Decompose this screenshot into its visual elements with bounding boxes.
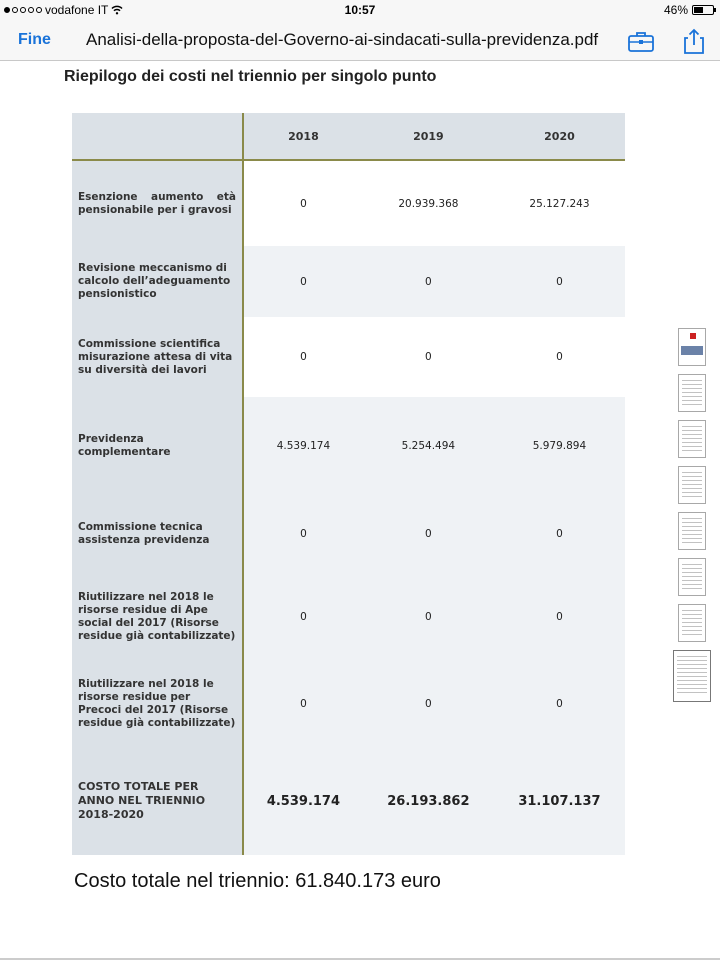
cell-value: 0 <box>243 660 363 747</box>
cell-value: 0 <box>363 246 494 317</box>
table-header-year: 2018 <box>243 113 363 160</box>
table-row <box>72 317 625 397</box>
row-label: Riutilizzare nel 2018 le risorse residue di Ape social del 2017 (Risorse residue già contabilizzate) <box>72 573 243 660</box>
row-label: Riutilizzare nel 2018 le risorse residue per Precoci del 2017 (Risorse residue già contabilizzate) <box>72 660 243 747</box>
cell-value: 25.127.243 <box>494 160 625 246</box>
row-label: Commissione scientifica misurazione attesa di vita su diversità dei lavori <box>72 317 243 397</box>
cell-value: 0 <box>494 495 625 573</box>
grand-total-text: Costo totale nel triennio: 61.840.173 euro <box>74 870 441 892</box>
total-value: 31.107.137 <box>494 747 625 855</box>
table-row <box>72 246 625 317</box>
page-thumbnail[interactable] <box>678 604 706 642</box>
cell-value: 0 <box>494 573 625 660</box>
cell-value: 5.254.494 <box>363 397 494 495</box>
page-thumbnail[interactable] <box>678 466 706 504</box>
cell-value: 0 <box>363 573 494 660</box>
page-thumbnail-selected[interactable] <box>673 650 711 702</box>
total-value: 26.193.862 <box>363 747 494 855</box>
cell-value: 0 <box>243 495 363 573</box>
battery-info <box>664 3 714 17</box>
row-label: Commissione tecnica assistenza previdenza <box>72 495 243 573</box>
page-heading: Riepilogo dei costi nel triennio per singolo punto <box>64 68 437 85</box>
cell-value: 0 <box>494 246 625 317</box>
table-header-year: 2019 <box>363 113 494 160</box>
briefcase-icon[interactable] <box>627 28 655 54</box>
cell-value: 0 <box>363 660 494 747</box>
cell-value: 0 <box>363 317 494 397</box>
cell-value: 0 <box>363 495 494 573</box>
status-time: 10:57 <box>344 3 376 17</box>
table-header-row <box>72 113 625 160</box>
table-row <box>72 660 625 747</box>
row-label: Previdenza complementare <box>72 397 243 495</box>
document-title: Analisi-della-proposta-del-Governo-ai-sindacati-sulla-previdenza.pdf <box>86 30 599 49</box>
page-thumbnail[interactable] <box>678 328 706 366</box>
cell-value: 0 <box>494 660 625 747</box>
table-row <box>72 160 625 246</box>
carrier-name: vodafone IT <box>45 3 109 17</box>
battery-icon <box>692 5 714 15</box>
page-thumbnail[interactable] <box>678 420 706 458</box>
table-header-year: 2020 <box>494 113 625 160</box>
page-thumbnail[interactable] <box>678 374 706 412</box>
cell-value: 0 <box>243 160 363 246</box>
nav-bar <box>0 20 720 61</box>
row-label: COSTO TOTALE PER ANNO NEL TRIENNIO 2018-2020 <box>72 747 243 855</box>
cell-value: 0 <box>243 246 363 317</box>
cell-value: 4.539.174 <box>243 397 363 495</box>
cell-value: 5.979.894 <box>494 397 625 495</box>
cell-value: 20.939.368 <box>363 160 494 246</box>
page-thumbnail[interactable] <box>678 512 706 550</box>
status-bar <box>0 0 720 20</box>
row-label: Esenzione aumento età pensionabile per i gravosi <box>72 160 243 246</box>
cost-summary-table <box>72 113 625 855</box>
cell-value: 0 <box>494 317 625 397</box>
share-icon[interactable] <box>680 28 708 54</box>
total-value: 4.539.174 <box>243 747 363 855</box>
table-row <box>72 397 625 495</box>
page-thumbnails <box>675 328 711 710</box>
cell-value: 0 <box>243 317 363 397</box>
done-button[interactable]: Fine <box>18 31 51 48</box>
table-total-row <box>72 747 625 855</box>
table-row <box>72 495 625 573</box>
battery-percent: 46% <box>663 3 688 17</box>
cell-value: 0 <box>243 573 363 660</box>
row-label: Revisione meccanismo di calcolo dell’adeguamento pensionistico <box>72 246 243 317</box>
table-header-corner <box>72 113 243 160</box>
page-thumbnail[interactable] <box>678 558 706 596</box>
table-row <box>72 573 625 660</box>
